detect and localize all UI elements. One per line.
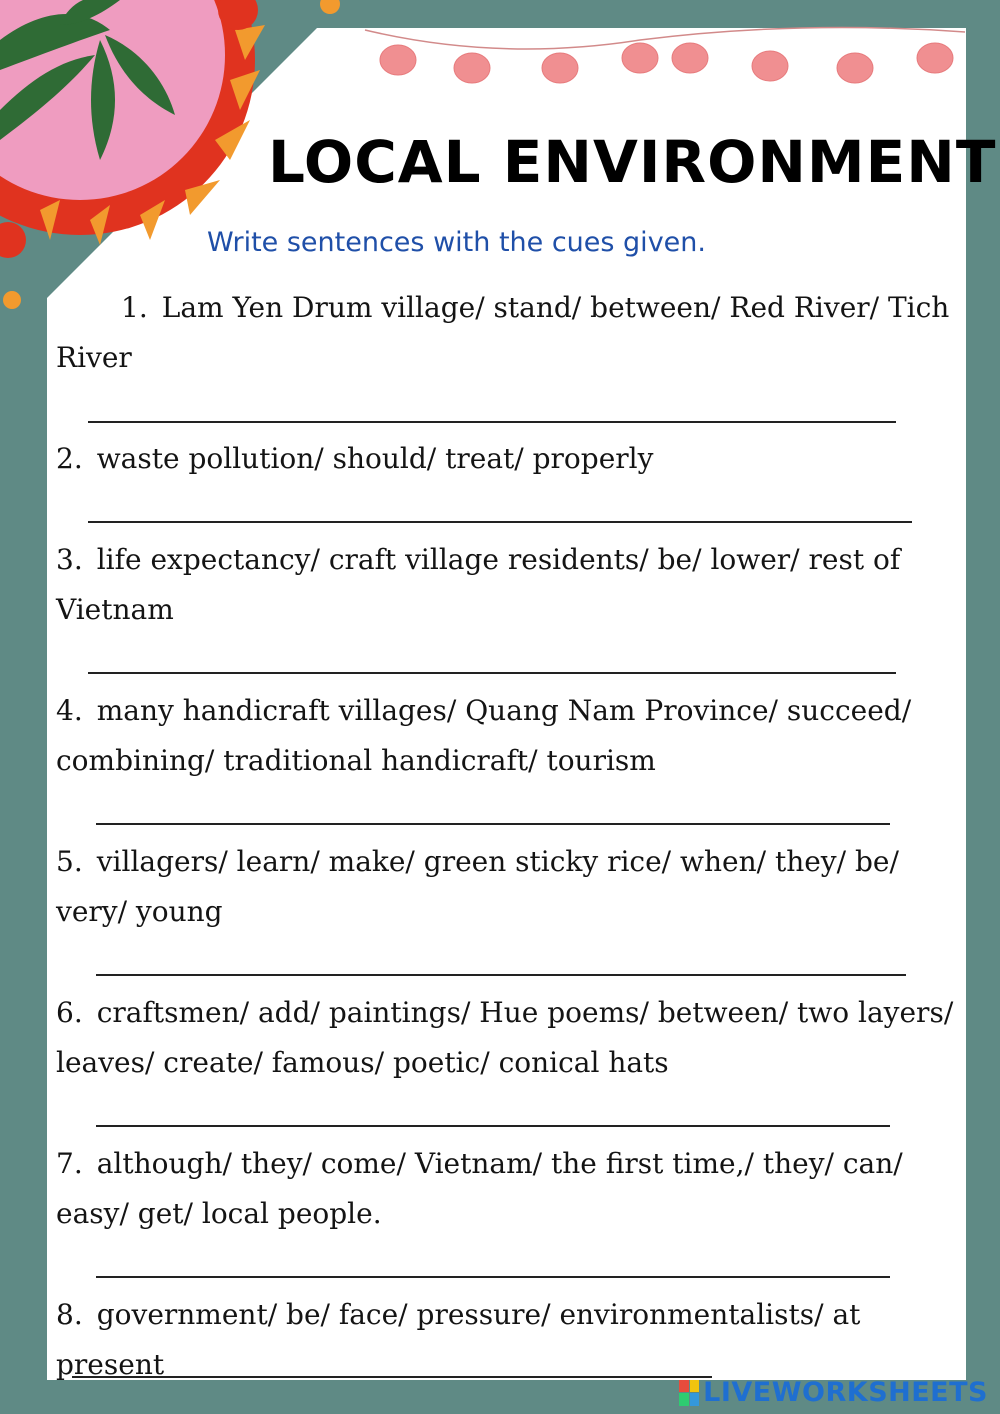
answer-line[interactable] [96,1125,890,1127]
answer-line[interactable] [88,521,912,523]
question-item [56,434,966,484]
question-number: 1. [121,291,148,324]
question-number: 5. [56,845,83,878]
question-cue: craftsmen/ add/ paintings/ Hue poems/ between/ two layers/ leaves/ create/ famous/ poetic/ conical hats [56,996,954,1079]
question-number: 2. [56,442,83,475]
answer-line[interactable] [96,974,906,976]
question-item [56,686,966,786]
question-item [56,283,966,383]
question-item [56,535,966,635]
question-item [56,837,966,937]
question-cue: life expectancy/ craft village residents/ be/ lower/ rest of Vietnam [56,543,901,626]
question-number: 4. [56,694,83,727]
answer-line[interactable] [96,823,890,825]
question-cue: many handicraft villages/ Quang Nam Province/ succeed/ combining/ traditional handicraft/ tourism [56,694,912,777]
question-cue: villagers/ learn/ make/ green sticky rice/ when/ they/ be/ very/ young [56,845,899,928]
question-item [56,1139,966,1239]
question-number: 8. [56,1298,83,1331]
liveworksheets-brand[interactable] [679,1377,988,1408]
question-number: 3. [56,543,83,576]
question-cue: although/ they/ come/ Vietnam/ the first time,/ they/ can/ easy/ get/ local people. [56,1147,903,1230]
question-number: 6. [56,996,83,1029]
page-title: LOCAL ENVIRONMENT [268,128,997,196]
answer-line[interactable] [96,1276,890,1278]
question-item [56,1290,966,1390]
liveworksheets-logo-icon [679,1380,699,1406]
question-item [56,988,966,1088]
answer-line[interactable] [88,672,896,674]
question-number: 7. [56,1147,83,1180]
question-cue: waste pollution/ should/ treat/ properly [96,442,654,475]
lantern-string-icon [360,22,970,92]
question-cue: Lam Yen Drum village/ stand/ between/ Red River/ Tich River [56,291,950,374]
answer-line[interactable] [88,421,896,423]
answer-line[interactable] [72,1376,712,1378]
question-cue: government/ be/ face/ pressure/ environmentalists/ at present [56,1298,861,1381]
instruction-text: Write sentences with the cues given. [207,227,706,258]
brand-name: LIVEWORKSHEETS [703,1377,988,1408]
